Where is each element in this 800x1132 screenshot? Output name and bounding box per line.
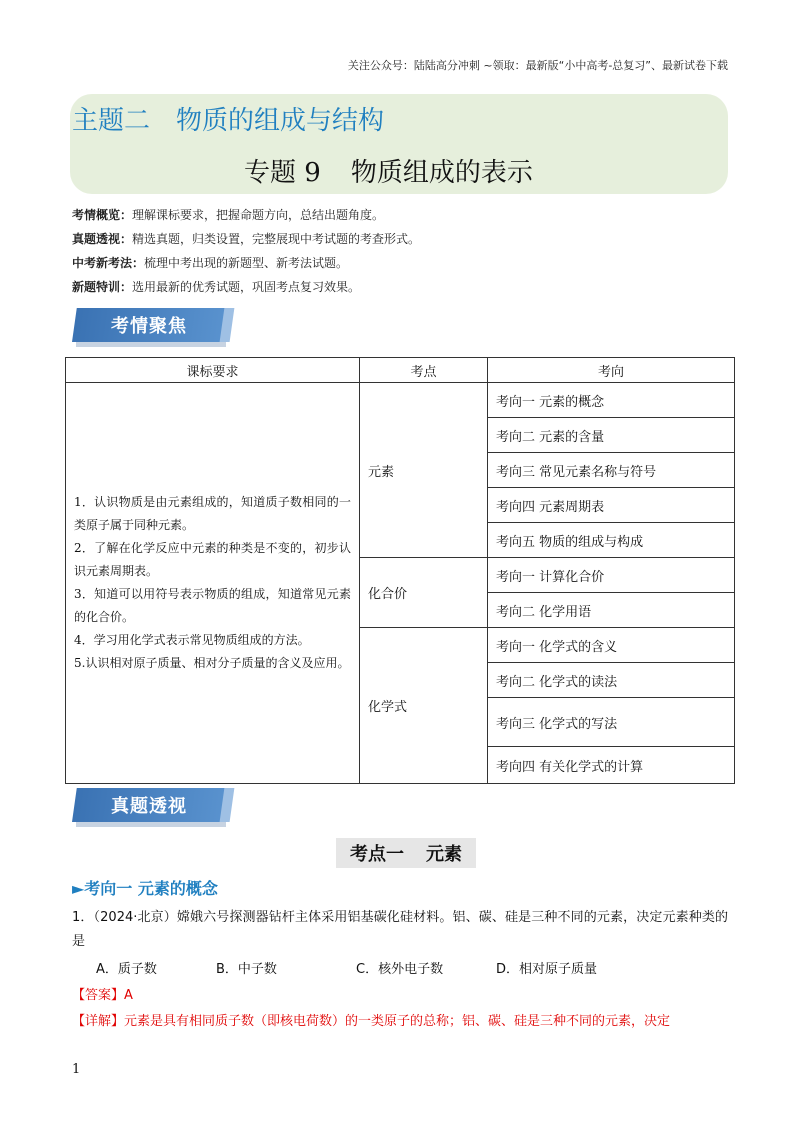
col-header: 考向 — [488, 358, 735, 383]
requirements-cell — [66, 383, 360, 784]
col-header: 考点 — [360, 358, 488, 383]
review-banner — [72, 788, 232, 822]
direction-cell: 考向二 化学式的读法 — [488, 663, 735, 698]
direction-cell: 考向四 有关化学式的计算 — [488, 747, 735, 784]
page-number: 1 — [72, 1062, 81, 1077]
intro-line: 新题特训：选用最新的优秀试题，巩固考点复习效果。 — [72, 280, 361, 294]
kaodian-heading: 考点一 元素 — [336, 838, 476, 868]
intro-line: 真题透视：精选真题，归类设置，完整展现中考试题的考查形式。 — [72, 232, 421, 246]
requirement: 1．认识物质是由元素组成的，知道质子数相同的一类原子属于同种元素。 — [74, 495, 351, 532]
theme-label: 主题二 — [72, 106, 151, 136]
question-options — [96, 958, 597, 977]
theme-title — [72, 100, 384, 137]
intro-line: 考情概览：理解课标要求，把握命题方向，总结出题角度。 — [72, 208, 385, 222]
special-name: 物质组成的表示 — [350, 158, 533, 188]
requirement: 2．了解在化学反应中元素的种类是不变的，初步认识元素周期表。 — [74, 541, 351, 578]
direction-cell: 考向二 元素的含量 — [488, 418, 735, 453]
direction-cell: 考向一 化学式的含义 — [488, 628, 735, 663]
requirement: 3．知道可以用符号表示物质的组成，知道常见元素的化合价。 — [74, 587, 351, 624]
direction-cell: 考向一 计算化合价 — [488, 558, 735, 593]
special-title — [244, 152, 533, 189]
requirement: 4．学习用化学式表示常见物质组成的方法。 — [74, 633, 310, 647]
exam-focus-table — [65, 357, 735, 784]
direction-cell: 考向三 化学式的写法 — [488, 698, 735, 747]
answer: 【答案】A — [72, 988, 133, 1003]
review-banner-label: 真题透视 — [111, 796, 187, 817]
option: B．中子数 — [216, 962, 277, 977]
option: C．核外电子数 — [356, 962, 444, 977]
direction-cell: 考向五 物质的组成与构成 — [488, 523, 735, 558]
answer-detail: 【详解】元素是具有相同质子数（即核电荷数）的一类原子的总称；铝、碳、硅是三种不同的元素，决定 — [72, 1014, 671, 1029]
question-stem: 1．（2024·北京）嫦娥六号探测器钻杆主体采用铝基碳化硅材料。铝、碳、硅是三种不同的元素，决定元素种类的是 — [72, 910, 728, 949]
direction-cell: 考向二 化学用语 — [488, 593, 735, 628]
requirement: 5.认识相对原子质量、相对分子质量的含义及应用。 — [74, 656, 350, 670]
intro-line: 中考新考法：梳理中考出现的新题型、新考法试题。 — [72, 256, 349, 270]
option: A．质子数 — [96, 962, 157, 977]
col-header: 课标要求 — [66, 358, 360, 383]
header-note: 关注公众号：陆陆高分冲刺 ~领取：最新版“小中高考-总复习”、最新试卷下载 — [347, 59, 728, 72]
direction-cell: 考向三 常见元素名称与符号 — [488, 453, 735, 488]
direction-cell: 考向一 元素的概念 — [488, 383, 735, 418]
focus-banner — [72, 308, 232, 342]
point-cell: 元素 — [360, 383, 488, 558]
point-cell: 化合价 — [360, 558, 488, 628]
focus-banner-label: 考情聚焦 — [111, 316, 187, 337]
point-cell: 化学式 — [360, 628, 488, 784]
option: D．相对原子质量 — [496, 962, 598, 977]
direction-heading: ►考向一 元素的概念 — [72, 879, 218, 898]
theme-name: 物质的组成与结构 — [176, 106, 385, 136]
direction-cell: 考向四 元素周期表 — [488, 488, 735, 523]
special-label: 专题 9 — [244, 158, 321, 188]
